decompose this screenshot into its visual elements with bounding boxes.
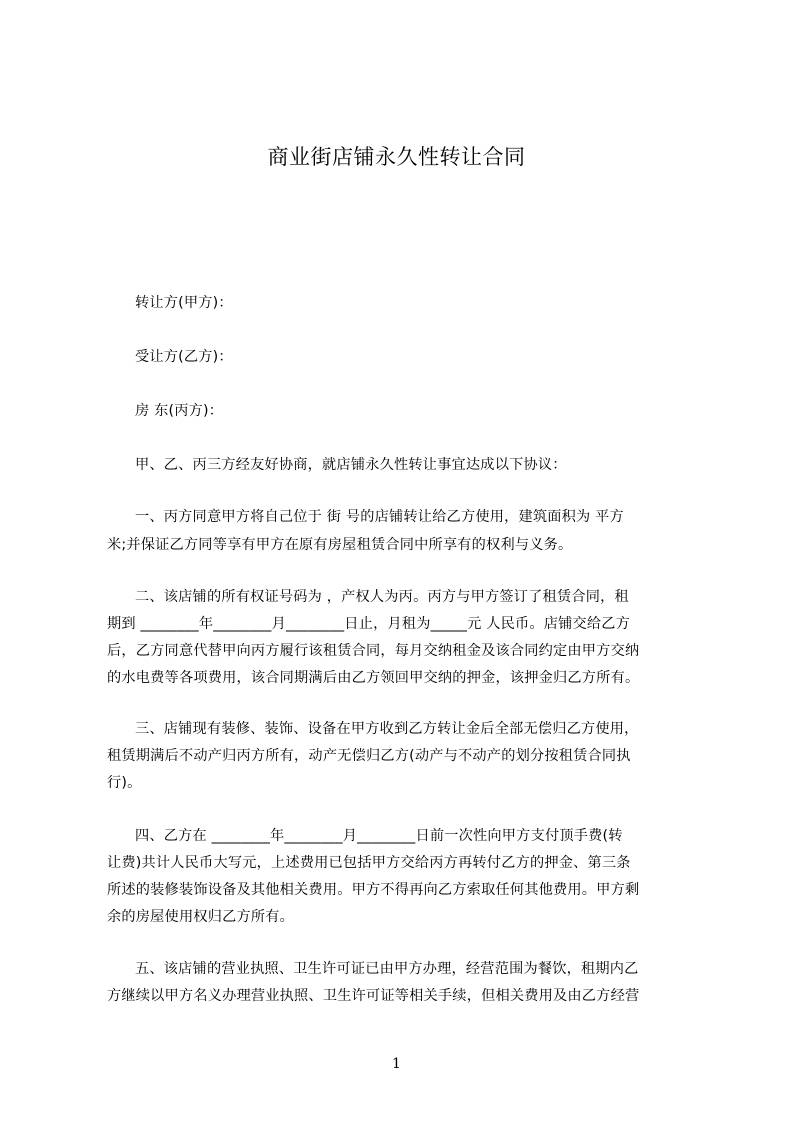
clause-3-line-2: 租赁期满后不动产归丙方所有，动产无偿归乙方(动产与不动产的划分按租赁合同执 xyxy=(107,748,631,764)
page-number: 1 xyxy=(392,1056,401,1072)
transferor-line: 转让方(甲方)： xyxy=(135,295,233,311)
transferee-line: 受让方(乙方)： xyxy=(135,349,233,365)
clause-4-line-3: 所述的装修装饰设备及其他相关费用。甲方不得再向乙方索取任何其他费用。甲方剩 xyxy=(107,882,640,898)
clause-2-line-1: 二、该店铺的所有权证号码为 ，产权人为丙。丙方与甲方签订了租赁合同，租 xyxy=(135,589,629,605)
clause-1-line-1: 一、丙方同意甲方将自己位于 街 号的店铺转让给乙方使用，建筑面积为 平方 xyxy=(135,509,624,525)
clause-2-line-2: 期到 ________年________月________日止，月租为_____元 人民币。店铺交给乙方 xyxy=(107,616,631,632)
clause-4-line-2: 让费)共计人民币大写元，上述费用已包括甲方交给丙方再转付乙方的押金、第三条 xyxy=(107,855,631,871)
clause-1-line-2: 米;并保证乙方同等享有甲方在原有房屋租赁合同中所享有的权利与义务。 xyxy=(107,537,573,553)
clause-4-line-1: 四、乙方在 ________年________月________日前一次性向甲方支付顶手费(转 xyxy=(135,828,623,844)
document-title: 商业街店铺永久性转让合同 xyxy=(267,145,526,169)
clause-2-line-3: 后，乙方同意代替甲向丙方履行该租赁合同，每月交纳租金及该合同约定由甲方交纳 xyxy=(107,643,640,659)
clause-3-line-3: 行)。 xyxy=(107,775,142,791)
clause-3-line-1: 三、店铺现有装修、装饰、设备在甲方收到乙方转让金后全部无偿归乙方使用， xyxy=(135,721,639,737)
clause-2-line-4: 的水电费等各项费用，该合同期满后由乙方领回甲交纳的押金，该押金归乙方所有。 xyxy=(107,670,640,686)
landlord-line: 房 东(丙方)： xyxy=(135,403,224,419)
preamble-line: 甲、乙、丙三方经友好协商，就店铺永久性转让事宜达成以下协议： xyxy=(135,457,567,473)
clause-4-line-4: 余的房屋使用权归乙方所有。 xyxy=(107,909,295,925)
clause-5-line-1: 五、该店铺的营业执照、卫生许可证已由甲方办理，经营范围为餐饮，租期内乙 xyxy=(135,961,639,977)
clause-5-line-2: 方继续以甲方名义办理营业执照、卫生许可证等相关手续，但相关费用及由乙方经营 xyxy=(107,988,640,1004)
